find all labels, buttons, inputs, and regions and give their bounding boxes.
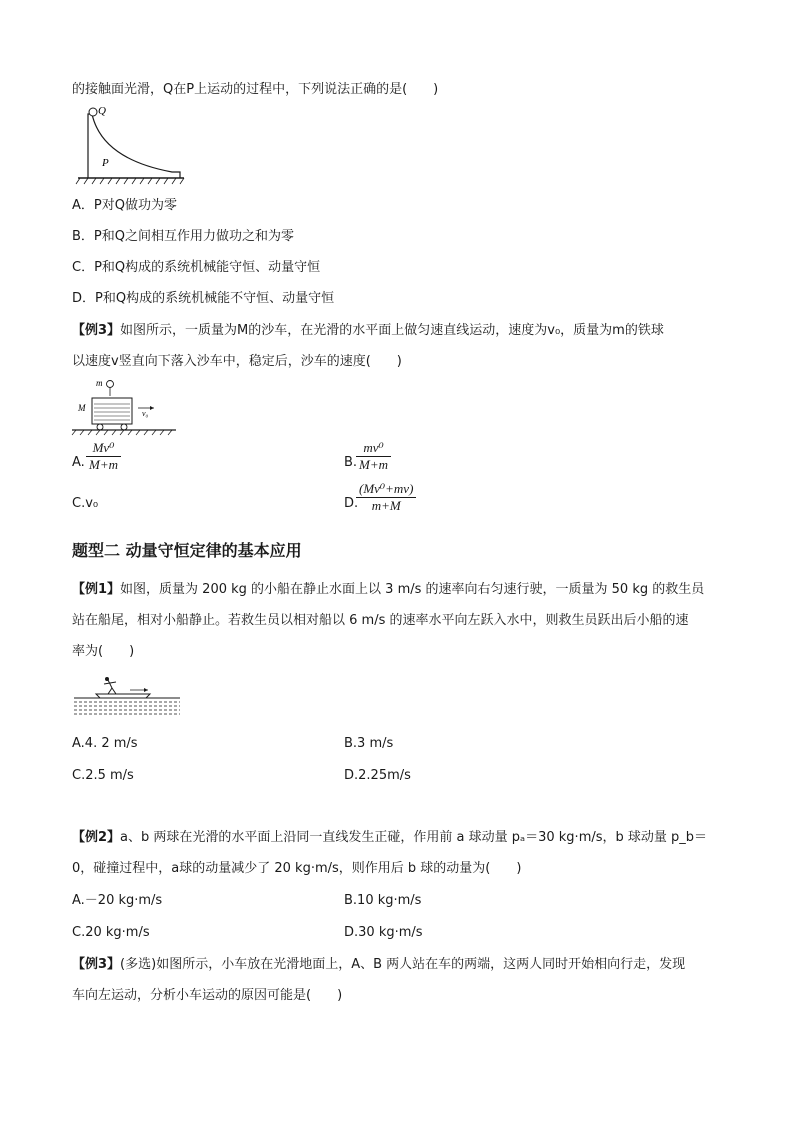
option-d: D．P和Q构成的系统机械能不守恒、动量守恒 [72,291,335,306]
option-b: B.3 m/s [344,736,394,751]
option-c: C.2.5 m/s [72,768,134,783]
option-a: A．P对Q做功为零 [72,198,177,213]
option-b-letter: B. [344,455,358,470]
figure-boat [72,676,184,718]
numerator: mv⁰ [363,440,384,455]
example-2-line1 [72,828,707,848]
option-b: B．P和Q之间相互作用力做功之和为零 [72,229,294,244]
question-stem-continuation: 的接触面光滑，Q在P上运动的过程中，下列说法正确的是( ) [72,82,439,97]
example-tag: 【例1】 [72,582,121,597]
example-3b-line1 [72,955,685,975]
option-b: B.10 kg·m/s [344,893,422,908]
option-b-fraction [356,440,391,473]
numerator: Mv⁰ [92,440,115,455]
numerator: (Mv⁰+mv) [359,481,414,496]
option-c: C.20 kg·m/s [72,925,150,940]
option-d-fraction [356,481,416,514]
option-a-letter: A. [72,455,85,470]
example-3a-line2: 以速度v竖直向下落入沙车中，稳定后，沙车的速度( ) [72,354,402,369]
option-a-fraction [86,440,121,473]
example-text: 如图，质量为 200 kg 的小船在静止水面上以 3 m/s 的速率向右匀速行驶，一质量为 50 kg 的救生员 [120,582,705,597]
example-1-line3: 率为( ) [72,644,135,659]
section-title: 题型二 动量守恒定律的基本应用 [72,541,302,560]
option-c: C.v₀ [72,496,99,511]
example-text: (多选)如图所示，小车放在光滑地面上，A、B 两人站在车的两端，这两人同时开始相向行走，发现 [120,957,686,972]
label-cart-mass: M [78,403,86,413]
label-p: P [102,157,109,169]
example-3a-line1 [72,321,664,341]
option-a: A.－20 kg·m/s [72,893,163,908]
option-a: A.4. 2 m/s [72,736,138,751]
example-1-line1 [72,580,704,600]
example-tag: 【例3】 [72,323,121,338]
option-d-letter: D. [344,496,359,511]
label-v0: v₀ [142,409,149,418]
label-q: Q [98,105,106,117]
example-tag: 【例2】 [72,830,121,845]
example-1-line2: 站在船尾，相对小船静止。若救生员以相对船以 6 m/s 的速率水平向左跃入水中，则救生员跃出后小船的速 [72,613,689,628]
example-tag: 【例3】 [72,957,121,972]
example-2-line2: 0，碰撞过程中，a球的动量减少了 20 kg·m/s，则作用后 b 球的动量为( ) [72,861,522,876]
example-3b-line2: 车向左运动，分析小车运动的原因可能是( ) [72,988,343,1003]
example-text: a、b 两球在光滑的水平面上沿同一直线发生正碰，作用前 a 球动量 pₐ＝30 kg·m/s，b 球动量 p_b＝ [120,830,708,845]
option-d: D.2.25m/s [344,768,411,783]
option-c: C．P和Q构成的系统机械能守恒、动量守恒 [72,260,321,275]
denominator: m+M [371,498,401,513]
denominator: M+m [359,457,388,472]
figure-curved-block [72,104,192,186]
figure-sand-cart [72,378,182,436]
denominator: M+m [89,457,118,472]
example-text: 如图所示，一质量为M的沙车，在光滑的水平面上做匀速直线运动，速度为v₀，质量为m的铁球 [120,323,664,338]
label-m: m [96,378,103,388]
option-d: D.30 kg·m/s [344,925,423,940]
